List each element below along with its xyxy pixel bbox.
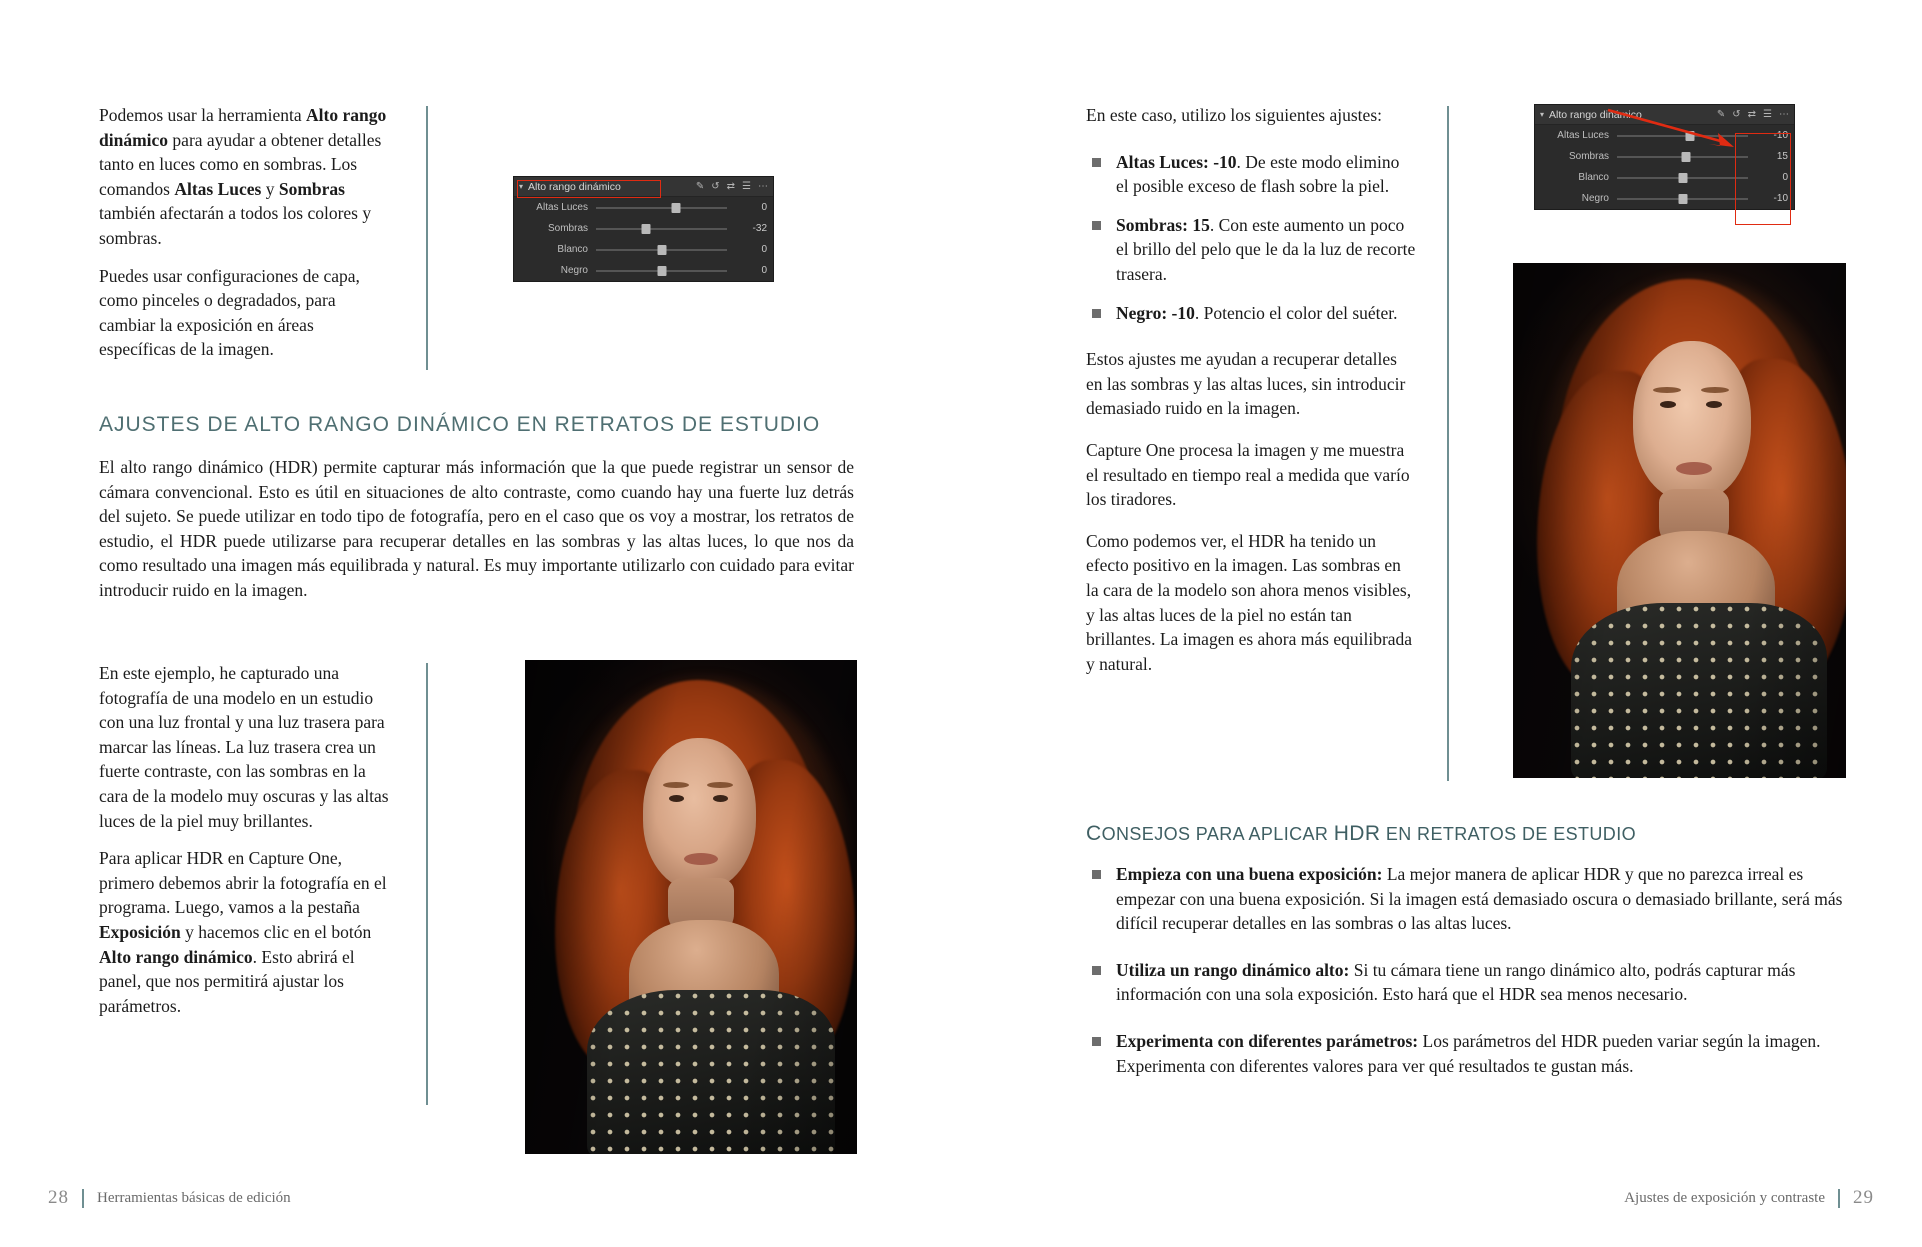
footer-divider [1838, 1189, 1840, 1208]
setting-name: Sombras [1116, 214, 1183, 235]
hdr-row-label: Negro [1581, 193, 1609, 204]
copy-icon[interactable]: ⇄ [726, 181, 736, 192]
chevron-down-icon[interactable]: ▾ [519, 182, 524, 191]
hdr-slider-track[interactable] [596, 207, 727, 209]
intro-text-g: también afectarán a todos los colores y sombras. [99, 203, 372, 248]
intro-paragraph-1 [99, 103, 391, 251]
setting-text: . Potencio el color del suéter. [1194, 302, 1398, 323]
hdr-row-value[interactable]: 0 [1782, 172, 1788, 183]
list-item [1086, 862, 1856, 936]
pencil-icon[interactable]: ✎ [695, 181, 705, 192]
hdr-row-value[interactable]: 0 [761, 244, 767, 255]
hdr-slider-knob[interactable] [657, 266, 666, 276]
example-paragraph-1: En este ejemplo, he capturado una fotografía de una modelo en un estudio con una luz frontal y una luz trasera para marcar las líneas. La luz trasera crea un fuerte contraste, con las sombras en la cara de la modelo muy oscuras y las altas luces de la piel muy brillantes. [99, 663, 389, 831]
example-text-a: Para aplicar HDR en Capture One, primero debemos abrir la fotografía en el programa. Luego, vamos a la pestaña [99, 848, 387, 918]
right-intro-column [1086, 103, 1416, 689]
list-item [1086, 958, 1856, 1007]
chevron-down-icon[interactable]: ▾ [1540, 110, 1545, 119]
left-example-divider [426, 663, 428, 1105]
tip-text: Los parámetros del HDR pueden variar según la imagen. Experimenta con diferentes valores para ver qué resultados te gustan más. [1116, 1030, 1821, 1076]
hdr-slider-track[interactable] [1617, 135, 1748, 137]
tips-list [1086, 862, 1856, 1092]
hdr-slider-knob[interactable] [1686, 131, 1695, 141]
footer-chapter-right: Ajustes de exposición y contraste [1624, 1189, 1825, 1206]
section-body-paragraph: El alto rango dinámico (HDR) permite capturar más información que la que puede registrar un sensor de cámara convencional. Esto es útil en situaciones de alto contraste, como cuando hay una fuerte luz detrás del sujeto. Se puede utilizar en todo tipo de fotografía, pero en el caso que os voy a mostrar, los retratos de estudio, el HDR puede utilizarse para recuperar detalles en las sombras y las altas luces, lo que nos da como resultado una imagen más equilibrada y natural. Es muy importante utilizarlo con cuidado para evitar introducir ruido en la imagen. [99, 457, 854, 600]
footer-divider [82, 1189, 84, 1208]
section-heading-hdr-portraits: AJUSTES DE ALTO RANGO DINÁMICO EN RETRATOS DE ESTUDIO [99, 413, 821, 436]
setting-name: Altas Luces [1116, 151, 1204, 172]
right-page [961, 0, 1922, 1247]
hdr-row-black[interactable] [1535, 188, 1794, 209]
list-item [1086, 301, 1416, 326]
hdr-slider-knob[interactable] [671, 203, 680, 213]
tips-heading-b: ONSEJOS PARA APLICAR [1101, 824, 1334, 844]
tips-heading [1086, 822, 1846, 846]
portrait-photo-after [1513, 263, 1846, 778]
hdr-row-value[interactable]: -10 [1773, 193, 1788, 204]
setting-name: Negro [1116, 302, 1162, 323]
list-item [1086, 213, 1416, 287]
hdr-panel-left[interactable] [513, 176, 774, 282]
intro-text-a: Podemos usar la herramienta [99, 105, 307, 125]
hdr-row-shadows[interactable] [514, 218, 773, 239]
setting-value: : -10 [1203, 151, 1237, 172]
intro-text-c: para ayudar a obtener detalles tanto en luces como en sombras. Los comandos [99, 129, 382, 199]
example-term-hdr-button: Alto rango dinámico [99, 946, 253, 967]
example-paragraph-2 [99, 846, 391, 1018]
hdr-row-label: Blanco [557, 244, 588, 255]
intro-text-e: y [261, 178, 279, 199]
hdr-slider-track[interactable] [1617, 156, 1748, 158]
hdr-slider-track[interactable] [1617, 198, 1748, 200]
footer-chapter-left: Herramientas básicas de edición [97, 1189, 291, 1206]
right-paragraph-3: Como podemos ver, el HDR ha tenido un efecto positivo en la imagen. Las sombras en la cara de la modelo son ahora menos visibles, y las altas luces de la piel no están tan brillantes. La imagen es ahora más equilibrada y natural. [1086, 530, 1413, 674]
settings-list [1086, 150, 1416, 326]
hdr-slider-knob[interactable] [657, 245, 666, 255]
more-icon[interactable]: ⋯ [758, 181, 768, 192]
hdr-panel-tools[interactable] [1717, 109, 1789, 120]
hdr-panel-tools[interactable] [696, 181, 768, 192]
hdr-row-label: Sombras [547, 223, 588, 234]
left-intro-column [99, 103, 391, 375]
hdr-panel-right[interactable] [1534, 104, 1795, 210]
hdr-row-black[interactable] [514, 260, 773, 281]
hdr-row-label: Negro [560, 265, 588, 276]
tip-lead: Empieza con una buena exposición: [1116, 864, 1383, 884]
hdr-slider-knob[interactable] [1678, 173, 1687, 183]
hdr-panel-title: Alto rango dinámico [528, 180, 621, 193]
reset-icon[interactable]: ↺ [1732, 109, 1741, 120]
list-item [1086, 1029, 1856, 1078]
hdr-row-value[interactable]: 0 [761, 265, 767, 276]
hdr-slider-knob[interactable] [1682, 152, 1691, 162]
right-intro-paragraph: En este caso, utilizo los siguientes ajustes: [1086, 105, 1382, 125]
tip-text: Si tu cámara tiene un rango dinámico alto, podrás capturar más información con una sola exposición. Esto hará que el HDR sea menos necesario. [1116, 959, 1796, 1005]
hdr-panel-title: Alto rango dinámico [1549, 108, 1642, 121]
menu-icon[interactable]: ☰ [742, 181, 751, 192]
hdr-slider-track[interactable] [596, 249, 727, 251]
hdr-slider-knob[interactable] [1678, 194, 1687, 204]
hdr-slider-track[interactable] [596, 228, 727, 230]
hdr-row-label: Altas Luces [536, 202, 588, 213]
left-example-column [99, 661, 391, 1031]
intro-paragraph-2: Puedes usar configuraciones de capa, como pinceles o degradados, para cambiar la exposición en áreas específicas de la imagen. [99, 265, 360, 360]
menu-icon[interactable]: ☰ [1763, 109, 1772, 120]
hdr-slider-knob[interactable] [641, 224, 650, 234]
hdr-panel-header[interactable] [514, 177, 773, 197]
copy-icon[interactable]: ⇄ [1747, 109, 1757, 120]
portrait-photo-before [525, 660, 857, 1154]
intro-term-highlights: Altas Luces [174, 178, 262, 199]
right-column-divider [1447, 106, 1449, 781]
pencil-icon[interactable]: ✎ [1716, 109, 1726, 120]
setting-text: . De este modo elimino el posible exceso de flash sobre la piel. [1116, 151, 1400, 197]
tip-text: La mejor manera de aplicar HDR y que no parezca irreal es empezar con una buena exposición. Si la imagen está demasiado oscura o demasiado brillante, será más difícil recuperar detalles en las sombras o las altas luces. [1116, 864, 1843, 934]
example-term-exposicion: Exposición [99, 921, 181, 942]
right-paragraph-1: Estos ajustes me ayudan a recuperar detalles en las sombras y las altas luces, sin introducir demasiado ruido en la imagen. [1086, 349, 1406, 419]
hdr-row-highlights[interactable] [1535, 125, 1794, 146]
tip-lead: Utiliza un rango dinámico alto: [1116, 959, 1350, 980]
hdr-row-white[interactable] [514, 239, 773, 260]
setting-text: . Con este aumento un poco el brillo del pelo que le da la luz de recorte trasera. [1116, 214, 1416, 284]
hdr-row-value[interactable]: -32 [752, 223, 767, 234]
page-number-right: 29 [1853, 1187, 1874, 1208]
reset-icon[interactable]: ↺ [711, 181, 720, 192]
hdr-row-value[interactable]: 15 [1776, 151, 1788, 162]
tips-heading-d: EN RETRATOS DE ESTUDIO [1380, 824, 1637, 844]
hdr-row-white[interactable] [1535, 167, 1794, 188]
left-top-divider [426, 106, 428, 370]
hdr-row-label: Sombras [1568, 151, 1609, 162]
hdr-row-highlights[interactable] [514, 197, 773, 218]
intro-term-hdr: Alto rango dinámico [99, 105, 387, 150]
hdr-row-label: Altas Luces [1557, 130, 1609, 141]
hdr-row-value[interactable]: 0 [761, 202, 767, 213]
list-item [1086, 150, 1416, 199]
tips-heading-hdr: HDR [1333, 822, 1381, 845]
tips-heading-a: C [1086, 822, 1102, 845]
hdr-row-shadows[interactable] [1535, 146, 1794, 167]
more-icon[interactable]: ⋯ [1779, 109, 1789, 120]
hdr-slider-track[interactable] [596, 270, 727, 272]
left-footer [48, 1187, 291, 1209]
hdr-row-label: Blanco [1578, 172, 1609, 183]
right-footer [1624, 1187, 1874, 1209]
page-number-left: 28 [48, 1187, 69, 1208]
intro-term-shadows: Sombras [278, 178, 345, 199]
hdr-panel-header[interactable] [1535, 105, 1794, 125]
example-text-c: y hacemos clic en el botón [180, 921, 372, 942]
setting-value: : -10 [1161, 302, 1195, 323]
hdr-row-value[interactable]: -10 [1773, 130, 1788, 141]
setting-value: : 15 [1182, 214, 1210, 235]
hdr-slider-track[interactable] [1617, 177, 1748, 179]
right-paragraph-2: Capture One procesa la imagen y me muestra el resultado en tiempo real a medida que varío los tiradores. [1086, 439, 1410, 510]
tip-lead: Experimenta con diferentes parámetros: [1116, 1030, 1419, 1051]
example-text-e: . Esto abrirá el panel, que nos permitirá ajustar los parámetros. [99, 946, 355, 1016]
